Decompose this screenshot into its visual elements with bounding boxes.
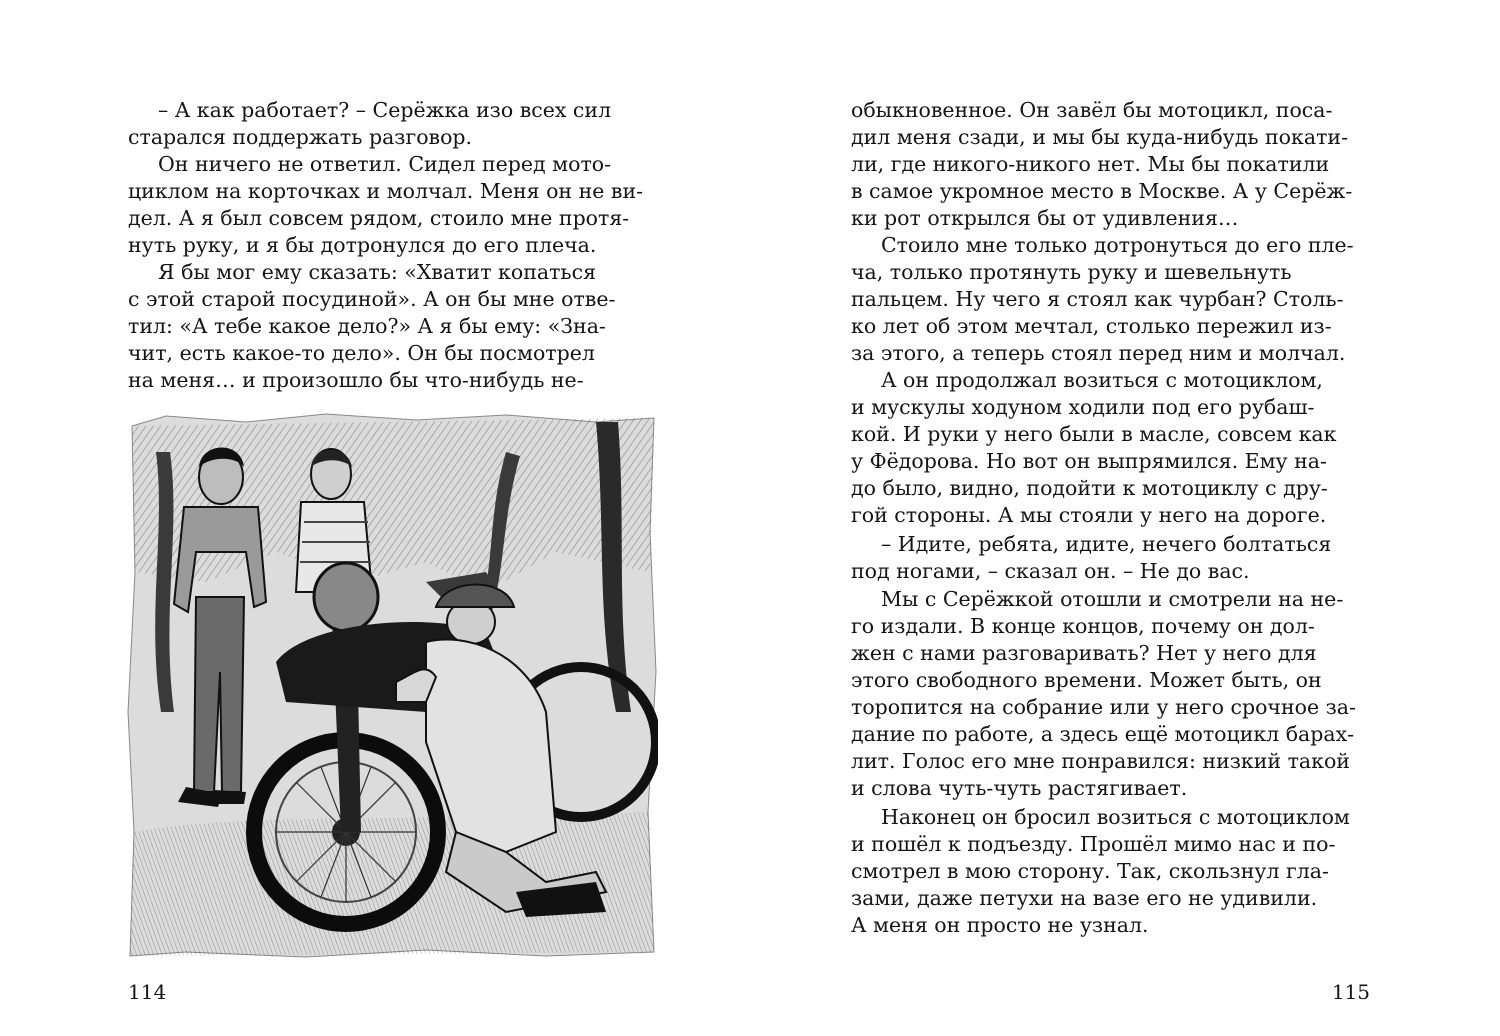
text-line: чит, есть какое-то дело». Он бы посмотрел	[128, 341, 595, 365]
text-line: в самое укромное место в Москве. А у Серёж-	[851, 179, 1353, 203]
text-line: за этого, а теперь стоял перед ним и молчал.	[851, 341, 1346, 365]
text-line: А он продолжал возиться с мотоциклом,	[881, 368, 1323, 392]
text-line: и слова чуть-чуть растягивает.	[851, 776, 1188, 800]
text-line: – Идите, ребята, идите, нечего болтаться	[881, 532, 1332, 556]
text-line: тил: «А тебе какое дело?» А я бы ему: «Зна-	[128, 314, 606, 338]
text-line: дание по работе, а здесь ещё мотоцикл барах-	[851, 722, 1355, 746]
text-line: жен с нами разговаривать? Нет у него для	[851, 641, 1317, 665]
text-line: гой стороны. А мы стояли у него на дороге.	[851, 503, 1327, 527]
text-line: и пошёл к подъезду. Прошёл мимо нас и по-	[851, 832, 1336, 856]
text-line: старался поддержать разговор.	[128, 125, 473, 149]
text-line: и мускулы ходуном ходили под его рубаш-	[851, 395, 1315, 419]
illustration	[126, 412, 658, 959]
text-line: ко лет об этом мечтал, столько пережил из-	[851, 314, 1332, 338]
page-number: 114	[128, 980, 167, 1004]
text-line: лит. Голос его мне понравился: низкий такой	[851, 749, 1350, 773]
page-number: 115	[1331, 980, 1370, 1004]
text-line: на меня… и произошло бы что-нибудь не-	[128, 368, 584, 392]
text-line: смотрел в мою сторону. Так, скользнул гла-	[851, 859, 1329, 883]
text-line: циклом на корточках и молчал. Меня он не ви-	[128, 179, 644, 203]
text-line: го издали. В конце концов, почему он дол-	[851, 614, 1315, 638]
right-page	[750, 0, 1500, 1036]
text-line: пальцем. Ну чего я стоял как чурбан? Столь-	[851, 287, 1344, 311]
text-line: зами, даже петухи на вазе его не удивили.	[851, 886, 1318, 910]
text-line: у Фёдорова. Но вот он выпрямился. Ему на-	[851, 449, 1327, 473]
text-line: под ногами, – сказал он. – Не до вас.	[851, 559, 1250, 583]
text-line: до было, видно, подойти к мотоциклу с дру-	[851, 476, 1328, 500]
text-line: этого свободного времени. Может быть, он	[851, 668, 1322, 692]
text-line: нуть руку, и я бы дотронулся до его плеча.	[128, 233, 597, 257]
text-line: обыкновенное. Он завёл бы мотоцикл, поса-	[851, 98, 1333, 122]
text-line: Наконец он бросил возиться с мотоциклом	[881, 805, 1350, 829]
text-line: ли, где никого-никого нет. Мы бы покатили	[851, 152, 1330, 176]
text-line: ки рот открылся бы от удивления…	[851, 206, 1239, 230]
text-line: А меня он просто не узнал.	[851, 913, 1149, 937]
text-line: Он ничего не ответил. Сидел перед мото-	[158, 152, 612, 176]
text-line: торопится на собрание или у него срочное за-	[851, 695, 1356, 719]
text-line: Я бы мог ему сказать: «Хватит копаться	[158, 260, 597, 284]
text-line: Стоило мне только дотронуться до его пле-	[881, 233, 1354, 257]
text-line: – А как работает? – Серёжка изо всех сил	[158, 98, 612, 122]
text-line: дел. А я был совсем рядом, стоило мне протя-	[128, 206, 630, 230]
text-line: с этой старой посудиной». А он бы мне отве-	[128, 287, 616, 311]
text-line: ча, только протянуть руку и шевельнуть	[851, 260, 1292, 284]
text-line: кой. И руки у него были в масле, совсем как	[851, 422, 1337, 446]
text-line: Мы с Серёжкой отошли и смотрели на не-	[881, 587, 1344, 611]
motorcycle-sketch-image	[126, 412, 658, 959]
text-line: дил меня сзади, и мы бы куда-нибудь покати-	[851, 125, 1348, 149]
